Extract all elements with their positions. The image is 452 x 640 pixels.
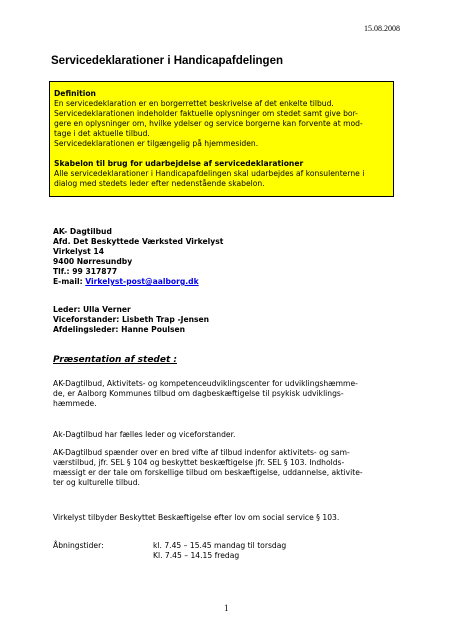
page-title: Servicedeklarationer i Handicapafdelingen bbox=[51, 55, 283, 67]
paragraph-1 bbox=[53, 379, 398, 409]
email-row bbox=[53, 277, 223, 287]
street-address: Virkelyst 14 bbox=[53, 247, 105, 256]
paragraph-line: Virkelyst tilbyder Beskyttet Beskæftigelse efter lov om social service § 103. bbox=[53, 513, 340, 522]
phone: Tlf.: 99 317877 bbox=[53, 267, 118, 276]
contact-block bbox=[53, 227, 223, 287]
hours-label: Åbningstider: bbox=[53, 541, 104, 550]
definition-line: Servicedeklarationen indeholder faktuelle oplysninger om stedet samt give bor- bbox=[54, 109, 358, 118]
definition-line: Servicedeklarationen er tilgængelig på hjemmesiden. bbox=[54, 139, 259, 148]
city: 9400 Nørresundby bbox=[53, 257, 133, 266]
dept-leader: Afdelingsleder: Hanne Poulsen bbox=[53, 325, 186, 334]
hours-line: Kl. 7.45 – 14.15 fredag bbox=[153, 551, 240, 560]
paragraph-line: mæssigt er der tale om forskellige tilbud om beskæftigelse, uddannelse, aktivite- bbox=[53, 468, 363, 477]
definition-line: gere en oplysninger om, hvilke ydelser og service borgerne kan forvente at mod- bbox=[54, 119, 363, 128]
template-heading: Skabelon til brug for udarbejdelse af servicedeklarationer bbox=[54, 159, 304, 168]
paragraph-line: værstilbud, jfr. SEL § 104 og beskyttet beskæftigelse jfr. SEL § 103. Indholds- bbox=[53, 458, 345, 467]
paragraph-line: hæmmede. bbox=[53, 399, 97, 408]
hours-values bbox=[153, 541, 286, 561]
leader: Leder: Ulla Verner bbox=[53, 305, 131, 314]
paragraph-2 bbox=[53, 430, 398, 440]
email-label: E-mail: bbox=[53, 277, 86, 286]
paragraph-line: AK-Dagtilbud, Aktivitets- og kompetenceudviklingscenter for udviklingshæmme- bbox=[53, 379, 358, 388]
hours-line: kl. 7.45 – 15.45 mandag til torsdag bbox=[153, 541, 287, 550]
info-box bbox=[49, 81, 394, 197]
template-line: dialog med stedets leder efter nedenstående skabelon. bbox=[54, 179, 265, 188]
paragraph-4 bbox=[53, 513, 398, 523]
paragraph-line: AK-Dagtilbud spænder over en bred vifte af tilbud indenfor aktivitets- og sam- bbox=[53, 448, 350, 457]
staff-block bbox=[53, 305, 209, 335]
paragraph-line: ter og kulturelle tilbud. bbox=[53, 478, 140, 487]
paragraph-3 bbox=[53, 448, 398, 488]
definition-heading: Definition bbox=[54, 89, 96, 98]
dept-name: Afd. Det Beskyttede Værksted Virkelyst bbox=[53, 237, 224, 246]
section-title: Præsentation af stedet : bbox=[53, 355, 178, 365]
definition-line: En servicedeklaration er en borgerrettet beskrivelse af det enkelte tilbud. bbox=[54, 99, 334, 108]
template-line: Alle servicedeklarationer i Handicapafdelingen skal udarbejdes af konsulenterne i bbox=[54, 169, 365, 178]
org-name: AK- Dagtilbud bbox=[53, 227, 112, 236]
email-link[interactable]: Virkelyst-post@aalborg.dk bbox=[85, 277, 199, 286]
definition-line: tage i det aktuelle tilbud. bbox=[54, 129, 150, 138]
paragraph-line: de, er Aalborg Kommunes tilbud om dagbeskæftigelse til psykisk udviklings- bbox=[53, 389, 344, 398]
page-number: 1 bbox=[224, 603, 229, 613]
deputy: Viceforstander: Lisbeth Trap -Jensen bbox=[53, 315, 210, 324]
document-date: 15.08.2008 bbox=[364, 24, 400, 33]
paragraph-line: Ak-Dagtilbud har fælles leder og viceforstander. bbox=[53, 430, 236, 439]
